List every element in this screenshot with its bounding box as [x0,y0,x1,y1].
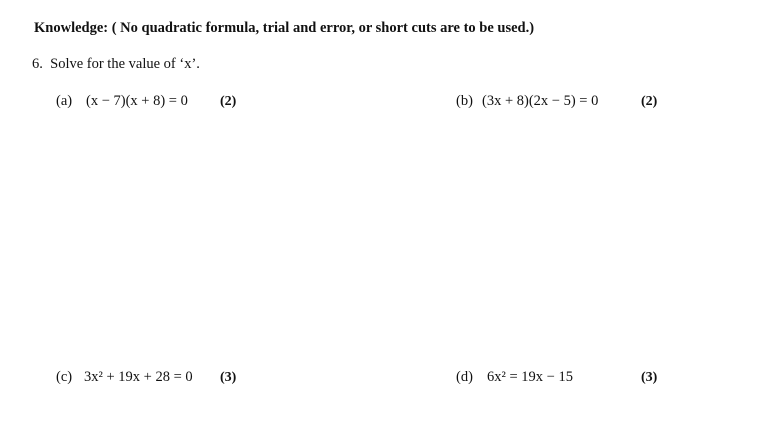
question-number: 6. [32,56,43,72]
part-b-marks: (2) [641,94,658,109]
part-b-equation: (3x + 8)(2x − 5) = 0 [482,93,599,109]
part-c-marks: (3) [220,370,237,385]
part-d-marks: (3) [641,370,658,385]
part-b-label: (b) [456,93,473,109]
part-a-marks: (2) [220,94,237,109]
part-a-equation: (x − 7)(x + 8) = 0 [86,93,188,109]
part-a-label: (a) [56,93,73,109]
part-d-label: (d) [456,369,473,385]
part-c-label: (c) [56,369,73,385]
question-prompt: Solve for the value of ‘x’. [50,56,200,72]
section-heading: Knowledge: ( No quadratic formula, trial and error, or short cuts are to be used.) [34,20,535,36]
part-c-equation: 3x² + 19x + 28 = 0 [84,369,193,385]
question-6 [32,56,200,73]
part-d-equation: 6x² = 19x − 15 [487,369,573,385]
